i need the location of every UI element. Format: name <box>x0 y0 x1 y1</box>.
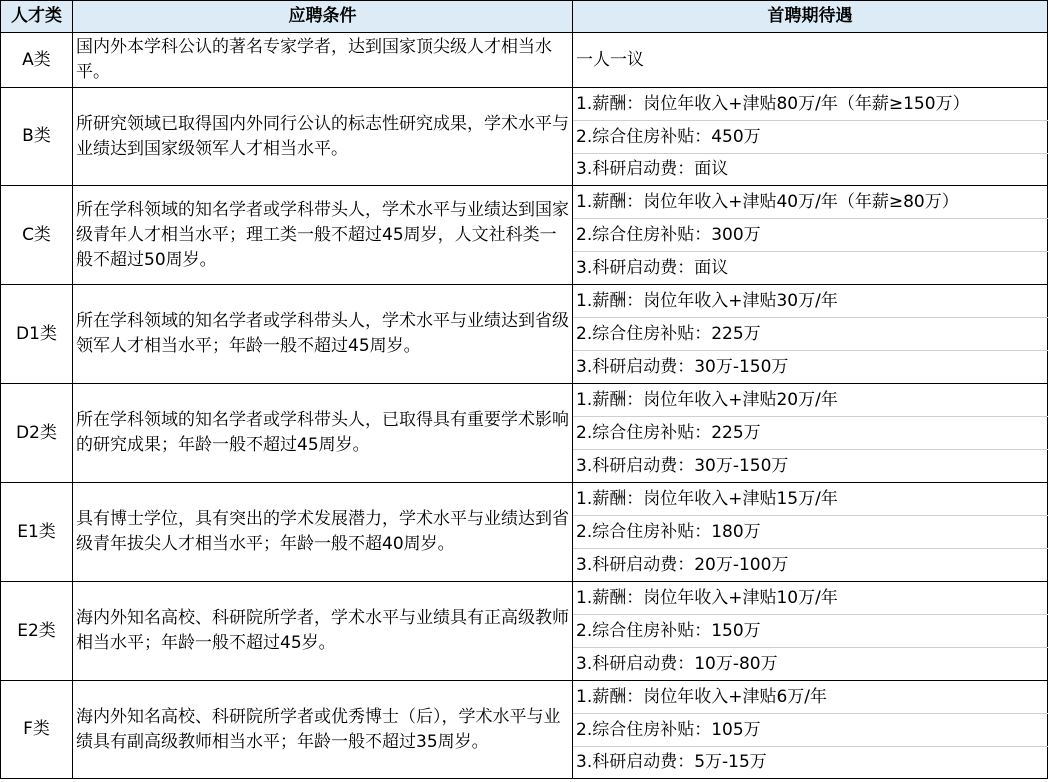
conditions-cell: 所在学科领域的知名学者或学科带头人，学术水平与业绩达到省级领军人才相当水平；年龄一般不超过45周岁。 <box>73 285 573 384</box>
research-funding-cell: 3.科研启动费：30万-150万 <box>573 450 1048 483</box>
table-row <box>1 582 1048 615</box>
table-row <box>1 88 1048 121</box>
table-row <box>1 483 1048 516</box>
research-funding-cell: 3.科研启动费：面议 <box>573 252 1048 285</box>
housing-subsidy-cell: 2.综合住房补贴：300万 <box>573 219 1048 252</box>
header-benefits: 首聘期待遇 <box>573 1 1048 33</box>
header-row <box>1 1 1048 33</box>
salary-cell: 1.薪酬：岗位年收入+津贴20万/年 <box>573 384 1048 417</box>
salary-cell: 1.薪酬：岗位年收入+津贴40万/年（年薪≥80万） <box>573 186 1048 219</box>
research-funding-cell: 3.科研启动费：5万-15万 <box>573 747 1048 779</box>
category-cell: B类 <box>1 88 73 186</box>
header-category: 人才类 <box>1 1 73 33</box>
category-cell: F类 <box>1 681 73 779</box>
category-cell: D1类 <box>1 285 73 384</box>
conditions-cell: 海内外知名高校、科研院所学者，学术水平与业绩具有正高级教师相当水平；年龄一般不超过45岁。 <box>73 582 573 681</box>
table-row <box>1 33 1048 88</box>
table-row <box>1 285 1048 318</box>
conditions-cell: 所在学科领域的知名学者或学科带头人，已取得具有重要学术影响的研究成果；年龄一般不超过45周岁。 <box>73 384 573 483</box>
conditions-cell: 所研究领域已取得国内外同行公认的标志性研究成果，学术水平与业绩达到国家级领军人才相当水平。 <box>73 88 573 186</box>
category-cell: C类 <box>1 186 73 285</box>
research-funding-cell: 3.科研启动费：20万-100万 <box>573 549 1048 582</box>
conditions-cell: 国内外本学科公认的著名专家学者，达到国家顶尖级人才相当水平。 <box>73 33 573 88</box>
category-cell: E1类 <box>1 483 73 582</box>
salary-cell: 1.薪酬：岗位年收入+津贴6万/年 <box>573 681 1048 714</box>
table-row <box>1 384 1048 417</box>
salary-cell: 1.薪酬：岗位年收入+津贴80万/年（年薪≥150万） <box>573 88 1048 121</box>
housing-subsidy-cell: 2.综合住房补贴：225万 <box>573 318 1048 351</box>
salary-cell: 1.薪酬：岗位年收入+津贴15万/年 <box>573 483 1048 516</box>
category-cell: E2类 <box>1 582 73 681</box>
table-row <box>1 681 1048 714</box>
conditions-cell: 海内外知名高校、科研院所学者或优秀博士（后），学术水平与业绩具有副高级教师相当水平；年龄一般不超过35周岁。 <box>73 681 573 779</box>
research-funding-cell: 3.科研启动费：面议 <box>573 154 1048 186</box>
header-conditions: 应聘条件 <box>73 1 573 33</box>
research-funding-cell: 3.科研启动费：30万-150万 <box>573 351 1048 384</box>
research-funding-cell: 3.科研启动费：10万-80万 <box>573 648 1048 681</box>
salary-cell: 1.薪酬：岗位年收入+津贴30万/年 <box>573 285 1048 318</box>
salary-cell: 1.薪酬：岗位年收入+津贴10万/年 <box>573 582 1048 615</box>
category-cell: D2类 <box>1 384 73 483</box>
housing-subsidy-cell: 2.综合住房补贴：150万 <box>573 615 1048 648</box>
table-row <box>1 186 1048 219</box>
housing-subsidy-cell: 2.综合住房补贴：225万 <box>573 417 1048 450</box>
housing-subsidy-cell: 2.综合住房补贴：105万 <box>573 714 1048 747</box>
category-cell: A类 <box>1 33 73 88</box>
conditions-cell: 具有博士学位，具有突出的学术发展潜力，学术水平与业绩达到省级青年拔尖人才相当水平；年龄一般不超40周岁。 <box>73 483 573 582</box>
benefit-cell: 一人一议 <box>573 33 1048 88</box>
housing-subsidy-cell: 2.综合住房补贴：450万 <box>573 121 1048 154</box>
conditions-cell: 所在学科领域的知名学者或学科带头人，学术水平与业绩达到国家级青年人才相当水平；理工类一般不超过45周岁，人文社科类一般不超过50周岁。 <box>73 186 573 285</box>
housing-subsidy-cell: 2.综合住房补贴：180万 <box>573 516 1048 549</box>
